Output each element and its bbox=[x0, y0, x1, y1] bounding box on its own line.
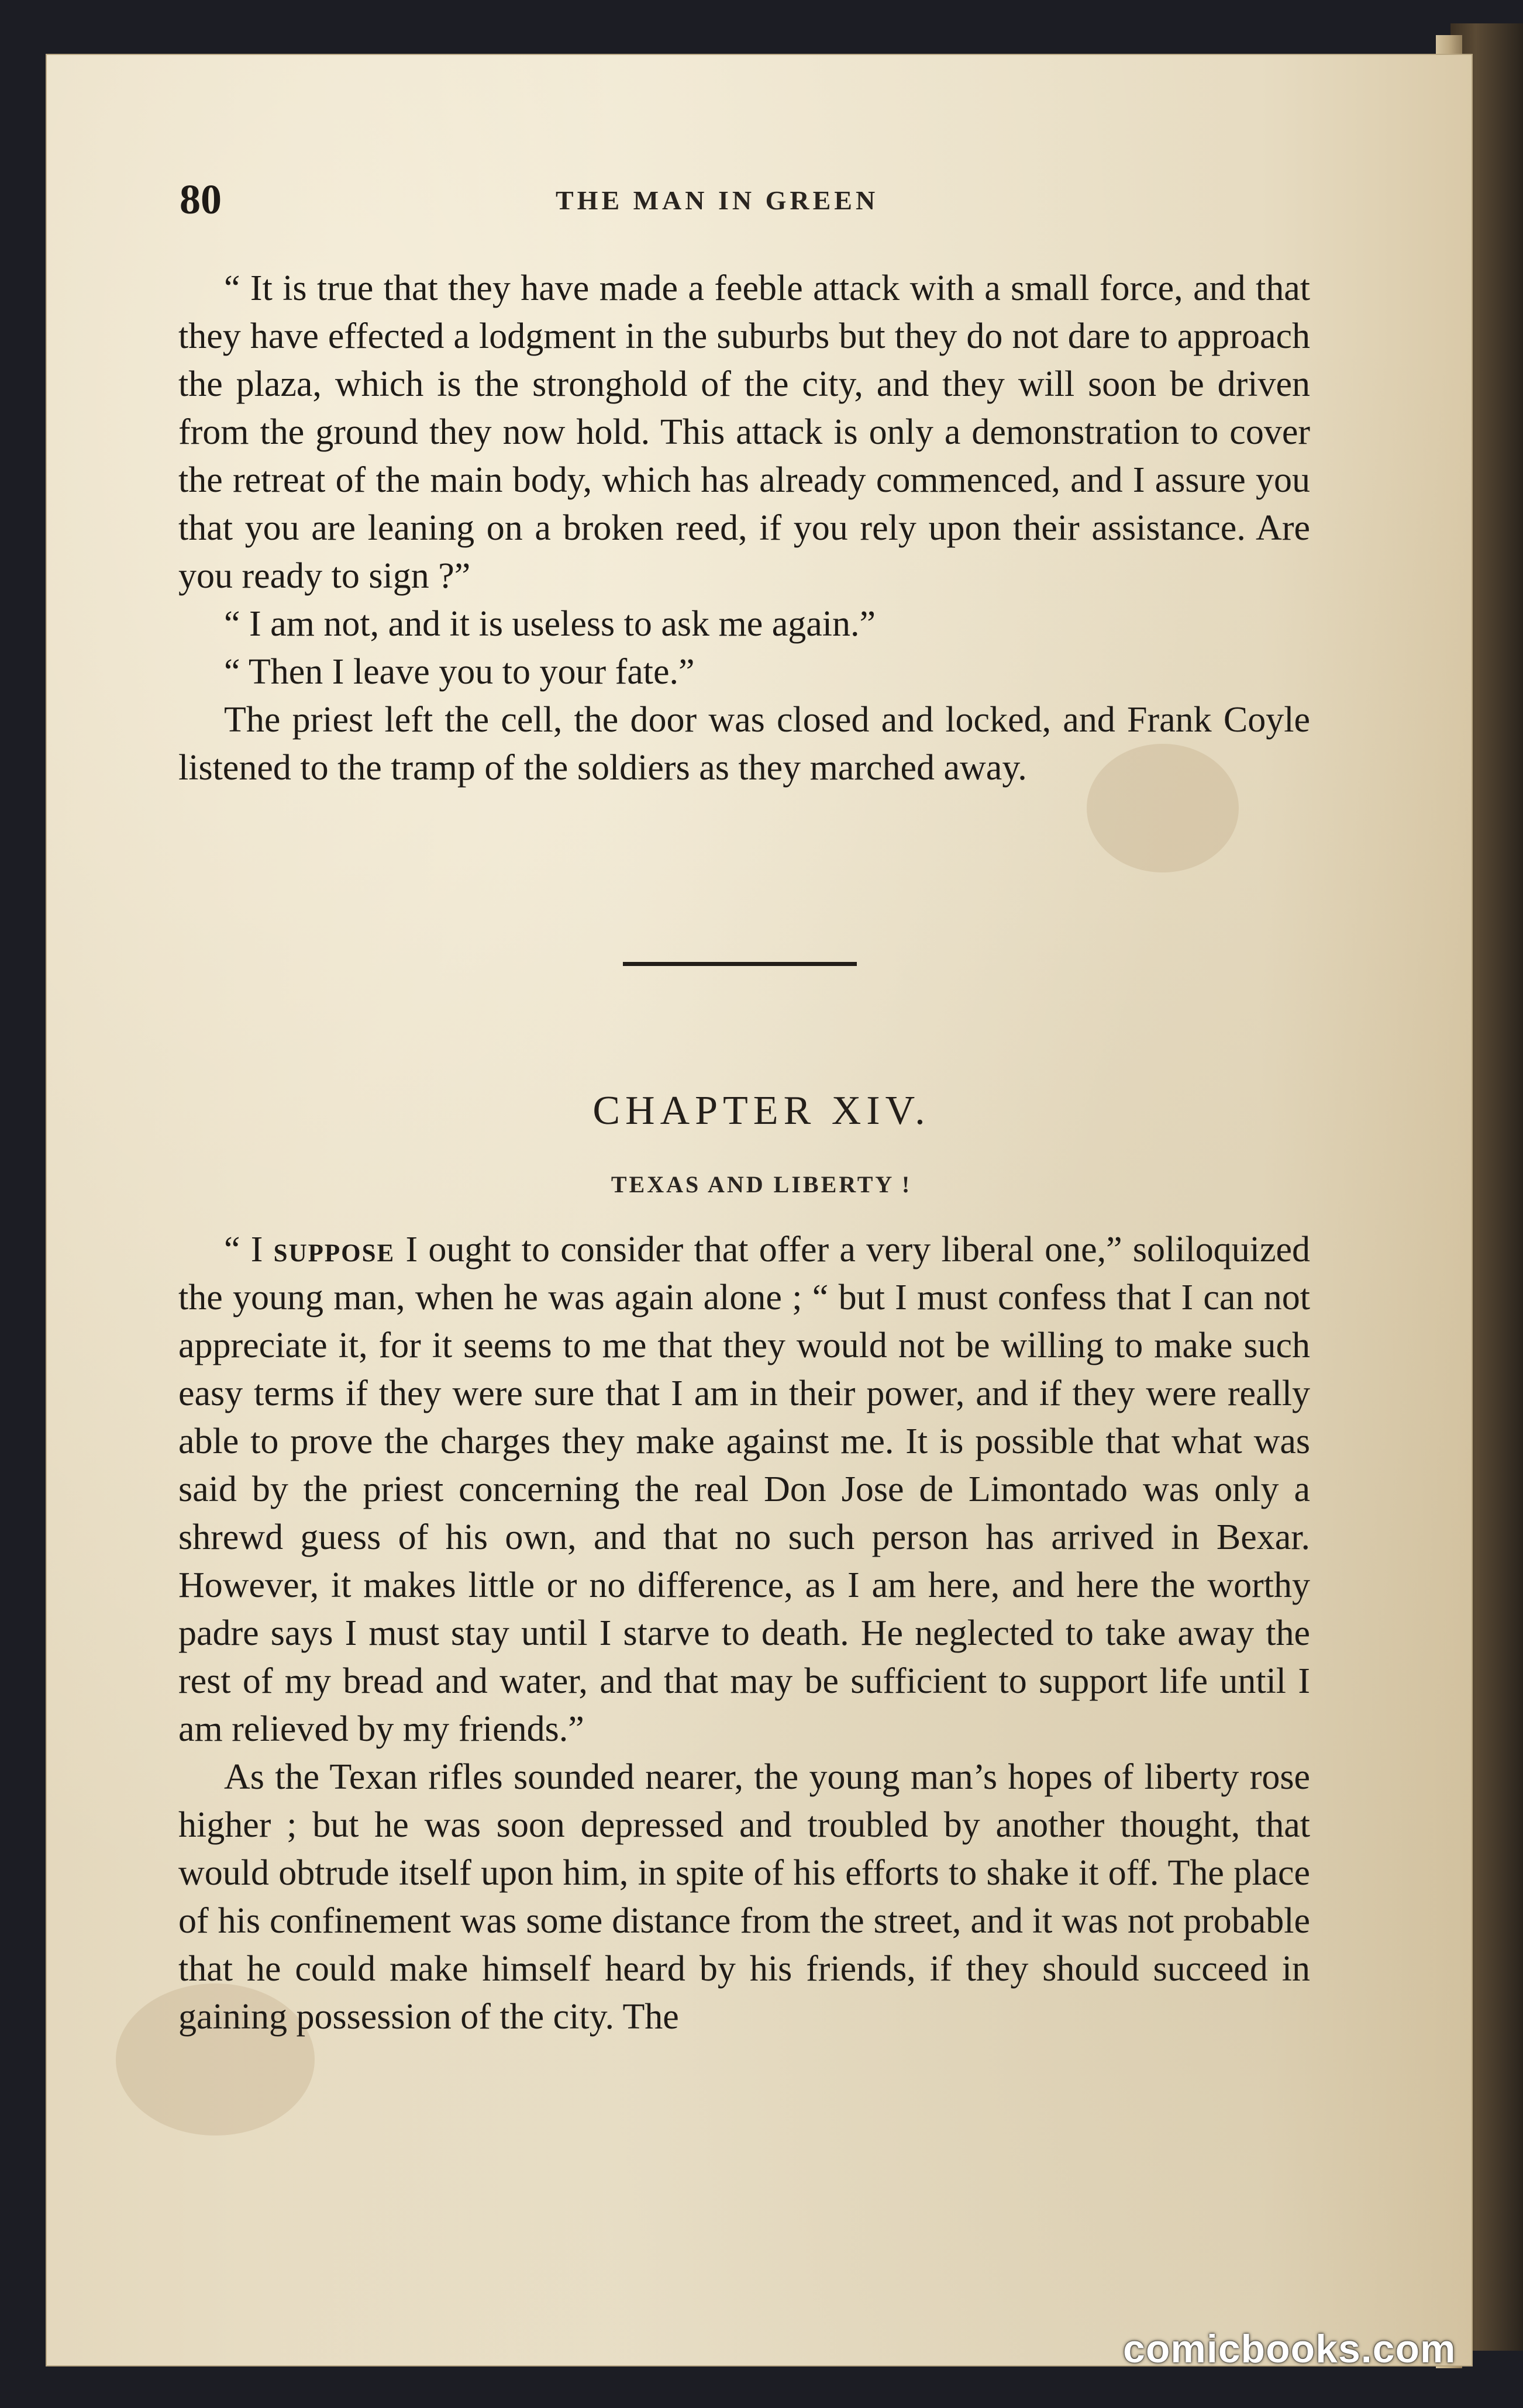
chapter-text-block bbox=[178, 1226, 1310, 2041]
top-text-block bbox=[178, 264, 1310, 792]
paragraph-text: I ought to consider that offer a very liberal one,” soliloquized the young man, when he was again alone ; “ but I must confess that I can not appreciate it, for it seems to me that they would not be willing to make such easy terms if they were sure that I am in their power, and if they were really able to prove the charges they make against me. It is possible that what was said by the priest concerning the real Don Jose de Limontado was only a shrewd guess of his own, and that no such person has arrived in Bexar. However, it makes little or no difference, as I am here, and here the worthy padre says I must stay until I starve to death. He neglected to take away the rest of my bread and water, and that may be sufficient to support life until I am relieved by my friends.” bbox=[178, 1230, 1310, 1749]
paragraph: “ Then I leave you to your fate.” bbox=[224, 652, 695, 692]
chapter-subtitle: TEXAS AND LIBERTY ! bbox=[611, 1171, 912, 1198]
running-title: THE MAN IN GREEN bbox=[556, 185, 879, 215]
paragraph: The priest left the cell, the door was closed and locked, and Frank Coyle listened to the tramp of the soldiers as they marched away. bbox=[178, 700, 1310, 788]
opening-quote: “ I bbox=[224, 1230, 274, 1269]
page-number: 80 bbox=[180, 176, 222, 223]
paragraph: As the Texan rifles sounded nearer, the young man’s hopes of liberty rose higher ; but he was soon depressed and troubled by another thought, that would obtrude itself upon him, in spite of his efforts to shake it off. The place of his confinement was some distance from the street, and it was not probable that he could make himself heard by his friends, if they should succeed in gaining possession of the city. The bbox=[178, 1757, 1310, 2037]
chapter-title: CHAPTER XIV. bbox=[592, 1088, 931, 1133]
small-caps-word: suppose bbox=[273, 1230, 395, 1269]
running-head bbox=[0, 175, 1523, 222]
watermark: comicbooks.com bbox=[1123, 2327, 1456, 2371]
section-rule bbox=[623, 962, 857, 966]
paragraph bbox=[178, 1226, 1310, 1753]
paragraph: “ I am not, and it is useless to ask me again.” bbox=[224, 604, 876, 644]
paragraph: “ It is true that they have made a feeble attack with a small force, and that they have effected a lodgment in the suburbs but they do not dare to approach the plaza, which is the stronghold of the city, and they will soon be driven from the ground they now hold. This attack is only a demonstration to cover the retreat of the main body, which has already commenced, and I assure you that you are leaning on a broken reed, if you rely upon their assistance. Are you ready to sign ?” bbox=[178, 268, 1310, 596]
